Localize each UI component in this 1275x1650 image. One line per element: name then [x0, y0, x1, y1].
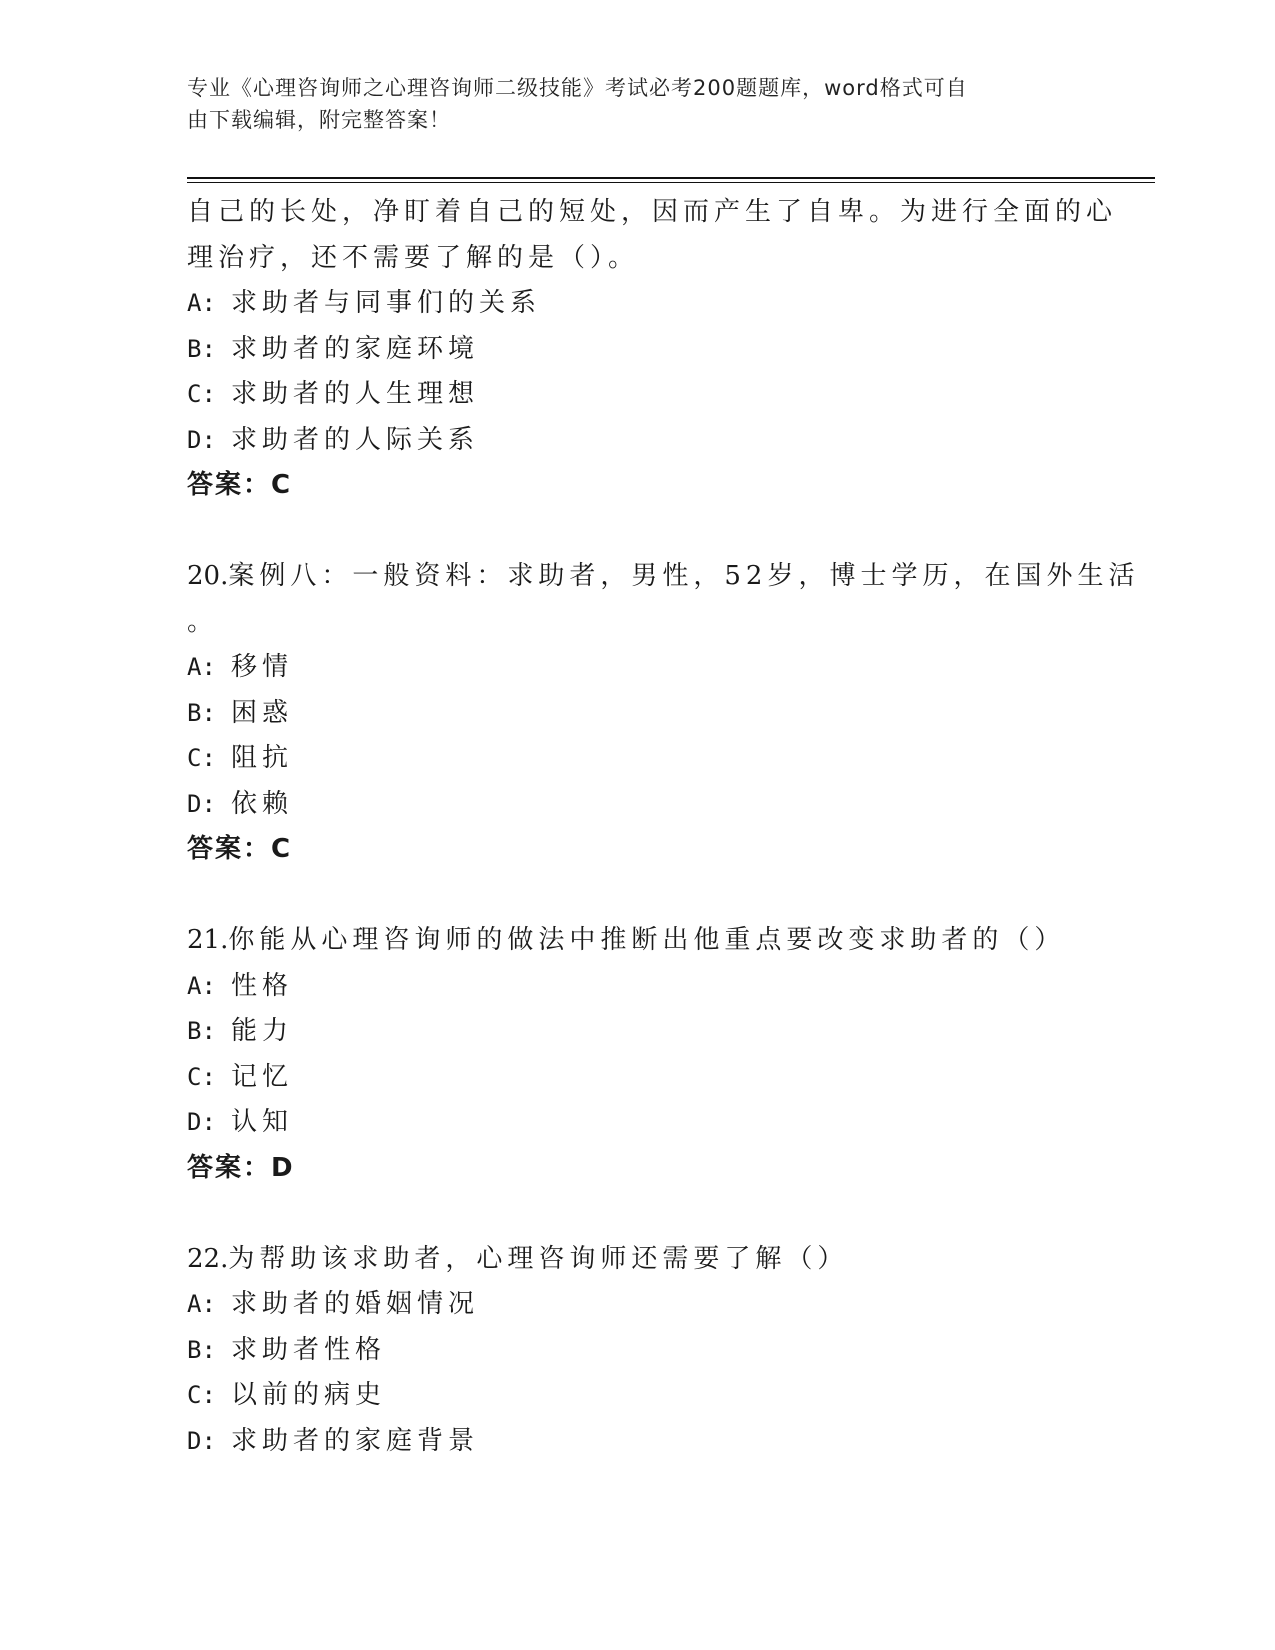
option-letter: A:	[187, 653, 216, 681]
option-letter: B:	[187, 1335, 216, 1364]
question-text-line: 。	[187, 606, 219, 637]
option-text: 求助者的人际关系	[231, 424, 480, 455]
option-b	[187, 1009, 1087, 1055]
option-d	[187, 1100, 1087, 1146]
option-text: 能力	[231, 1016, 294, 1046]
option-a	[187, 1282, 1087, 1328]
document-header	[187, 72, 1087, 136]
option-letter: A:	[187, 1290, 216, 1318]
option-letter: A:	[187, 289, 216, 317]
question-21	[187, 918, 1087, 1191]
option-c	[187, 1373, 1087, 1419]
question-text-line	[187, 1237, 1087, 1283]
question-text: 你能从心理咨询师的做法中推断出他重点要改变求助者的（）	[228, 925, 1066, 955]
option-b	[187, 1328, 1087, 1374]
option-text: 记忆	[231, 1061, 294, 1092]
header-line-1: 专业《心理咨询师之心理咨询师二级技能》考试必考200题题库，word格式可自	[187, 76, 968, 100]
option-letter: C:	[187, 1062, 216, 1091]
option-text: 以前的病史	[231, 1380, 387, 1410]
question-text-line	[187, 918, 1087, 964]
option-letter: A:	[187, 971, 216, 1000]
question-20	[187, 554, 1140, 873]
question-number: 21.	[187, 925, 229, 955]
answer-line: 答案：C	[187, 834, 293, 864]
option-b	[187, 691, 1087, 737]
option-letter: C:	[187, 380, 216, 408]
option-c	[187, 736, 1087, 782]
option-d	[187, 782, 1087, 828]
option-text: 求助者的婚姻情况	[231, 1289, 480, 1319]
option-c	[187, 372, 1087, 418]
question-22	[187, 1237, 1087, 1465]
option-text: 求助者性格	[231, 1334, 387, 1365]
question-text-line	[187, 554, 1140, 600]
option-letter: B:	[187, 1017, 216, 1045]
question-number: 20.	[187, 561, 229, 591]
option-c	[187, 1055, 1087, 1101]
option-text: 困惑	[231, 697, 294, 728]
header-divider-thin	[187, 182, 1155, 183]
option-d	[187, 1419, 1087, 1465]
option-text: 求助者的家庭背景	[231, 1425, 480, 1456]
option-d	[187, 418, 1087, 464]
option-letter: D:	[187, 425, 216, 454]
option-a	[187, 645, 1087, 691]
question-text-line: 自己的长处，净盯着自己的短处，因而产生了自卑。为进行全面的心	[187, 197, 1118, 227]
option-a	[187, 281, 1087, 327]
option-letter: B:	[187, 334, 216, 363]
option-text: 性格	[231, 970, 294, 1001]
option-letter: C:	[187, 1381, 216, 1409]
answer-line: 答案：D	[187, 1152, 295, 1183]
header-line-2: 由下载编辑，附完整答案！	[187, 108, 451, 132]
option-letter: C:	[187, 744, 216, 772]
answer-line: 答案：C	[187, 470, 293, 500]
question-text: 案例八：一般资料：求助者，男性，52岁，博士学历，在国外生活	[228, 561, 1140, 591]
option-text: 求助者与同事们的关系	[231, 288, 542, 318]
spacer	[187, 873, 1087, 919]
spacer	[187, 509, 1087, 555]
question-text-line: 理治疗，还不需要了解的是（）。	[187, 242, 640, 273]
option-text: 阻抗	[231, 743, 294, 773]
option-letter: B:	[187, 698, 216, 727]
continued-question	[187, 190, 1118, 509]
question-number: 22.	[187, 1243, 229, 1274]
option-a	[187, 964, 1087, 1010]
spacer	[187, 1191, 1087, 1237]
option-text: 求助者的家庭环境	[231, 333, 480, 364]
option-letter: D:	[187, 1108, 216, 1136]
option-text: 认知	[231, 1107, 294, 1137]
question-content	[187, 190, 1140, 1464]
option-letter: D:	[187, 1426, 216, 1455]
question-text: 为帮助该求助者，心理咨询师还需要了解（）	[228, 1243, 849, 1274]
header-divider-thick	[187, 177, 1155, 179]
option-text: 求助者的人生理想	[231, 379, 480, 409]
option-b	[187, 327, 1087, 373]
option-text: 依赖	[231, 788, 294, 819]
option-letter: D:	[187, 789, 216, 818]
option-text: 移情	[231, 652, 294, 682]
